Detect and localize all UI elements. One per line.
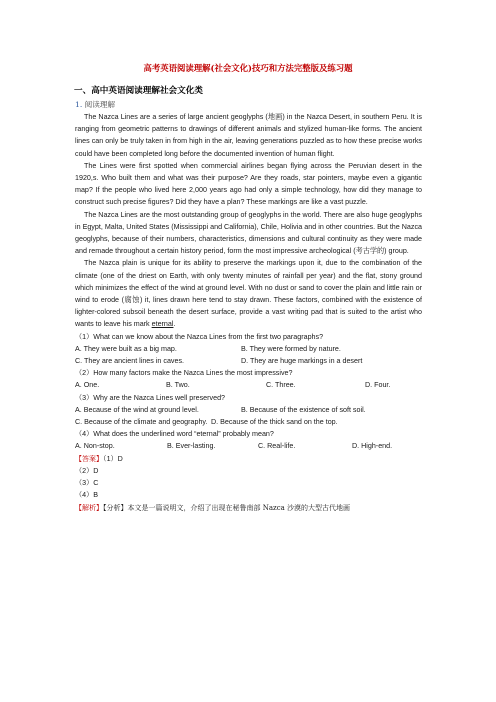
option-3b: B. Because of the existence of soft soil. xyxy=(241,405,366,414)
answer-label: 【答案】 xyxy=(75,454,103,463)
paragraph-4 xyxy=(75,257,422,330)
sub-heading-number: 1. xyxy=(75,100,83,109)
option-4c: C. Real-life. xyxy=(258,442,296,451)
question-1-options-row-1 xyxy=(75,343,422,355)
answer-3: （3）C xyxy=(75,479,99,488)
question-1: （1）What can we know about the Nazca Lines from the first two paragraphs? xyxy=(75,332,324,341)
analysis-label: 【解析】 xyxy=(75,503,103,512)
question-2: （2）How many factors make the Nazca Lines the most impressive? xyxy=(75,369,293,378)
sub-heading-label: 阅读理解 xyxy=(84,100,116,109)
option-4d: D. High-end. xyxy=(352,442,393,451)
question-2-options xyxy=(75,379,422,391)
sub-heading xyxy=(75,99,115,110)
option-4b: B. Ever-lasting. xyxy=(167,442,216,451)
answer-2: （2）D xyxy=(75,466,99,475)
paragraph-1: The Nazca Lines are a series of large ancient geoglyphs (地画) in the Nazca Desert, in southern Peru. It is ranging from geometric patterns to drawings of different animals and stylized human-like forms. The ancient lines can only be truly taken in from high in the air, leaving generations puzzled as to how these precise works could have been completed long before the documented invention of human flight. xyxy=(75,113,422,158)
paragraph-3: The Nazca Lines are the most outstanding group of geoglyphs in the world. There are also huge geoglyphs in Egypt, Malta, United States (Mississippi and California), Chile, Holivia and in other countries. But the Nazca geoglyphs, because of their numbers, characteristics, dimensions and cultural continuity as they were made and remade throughout a certain history period, form the most impressive archeological (考古学的) group. xyxy=(75,210,422,256)
option-1a: A. They were built as a big map. xyxy=(75,344,177,353)
answer-4: （4）B xyxy=(75,491,99,500)
paragraph-2: The Lines were first spotted when commercial airlines began flying across the Peruvian desert in the 1920,s. Who built them and what was their purpose? Are they roads, star pointers, maybe even a gigantic map? If the people who lived here 2,000 years ago had only a simple technology, how did they manage to construct such precise figures? Did they have a plan? These markings are like a vast puzzle. xyxy=(75,161,422,207)
option-3a: A. Because of the wind at ground level. xyxy=(75,405,199,414)
answer-1: （1）D xyxy=(103,454,123,463)
option-2a: A. One. xyxy=(75,381,100,390)
option-1c: C. They are ancient lines in caves. xyxy=(75,357,185,366)
analysis-text: 【分析】本文是一篇说明文，介绍了出现在秘鲁南部 Nazca 沙漠的大型古代地画 xyxy=(103,503,351,512)
question-4-options xyxy=(75,440,422,452)
analysis-line xyxy=(75,502,422,514)
option-2b: B. Two. xyxy=(166,381,190,390)
document-title: 高考英语阅读理解(社会文化)技巧和方法完整版及练习题 xyxy=(143,63,353,73)
question-3-options-row-1 xyxy=(75,404,422,416)
question-3-options-row-2 xyxy=(75,416,422,428)
option-1d: D. They are huge markings in a desert xyxy=(241,357,363,366)
option-2c: C. Three. xyxy=(266,381,296,390)
paragraph-4-end: . xyxy=(173,320,176,329)
option-3c: C. Because of the climate and geography. xyxy=(75,418,208,427)
option-4a: A. Non-stop. xyxy=(75,442,115,451)
option-2d: D. Four. xyxy=(365,381,391,390)
answer-line-1 xyxy=(75,453,422,465)
paragraph-4-text: The Nazca plain is unique for its ability to preserve the markings upon it, due to the combination of the climate (one of the driest on Earth, with only twenty minutes of rainfall per year) and the flat, stony ground which minimizes the effect of the wind at ground level. With no dust or sand to cover the plain and little rain or wind to erode (腐蚀) it, lines drawn here tend to stay drawn. These factors, combined with the existence of lighter-colored subsoil beneath the desert surface, provide a vast writing pad that is suited to the artist who wants to leave his mark xyxy=(75,259,422,329)
underlined-word-eternal: eternal xyxy=(151,320,174,329)
option-1b: B. They were formed by nature. xyxy=(241,344,341,353)
passage-body xyxy=(75,111,422,514)
option-3d: D. Because of the thick sand on the top. xyxy=(211,418,338,427)
question-3: （3）Why are the Nazca Lines well preserved? xyxy=(75,393,226,402)
question-4: （4）What does the underlined word “eternal” probably mean? xyxy=(75,430,274,439)
question-1-options-row-2 xyxy=(75,355,422,367)
section-heading: 一、高中英语阅读理解社会文化类 xyxy=(74,86,203,96)
